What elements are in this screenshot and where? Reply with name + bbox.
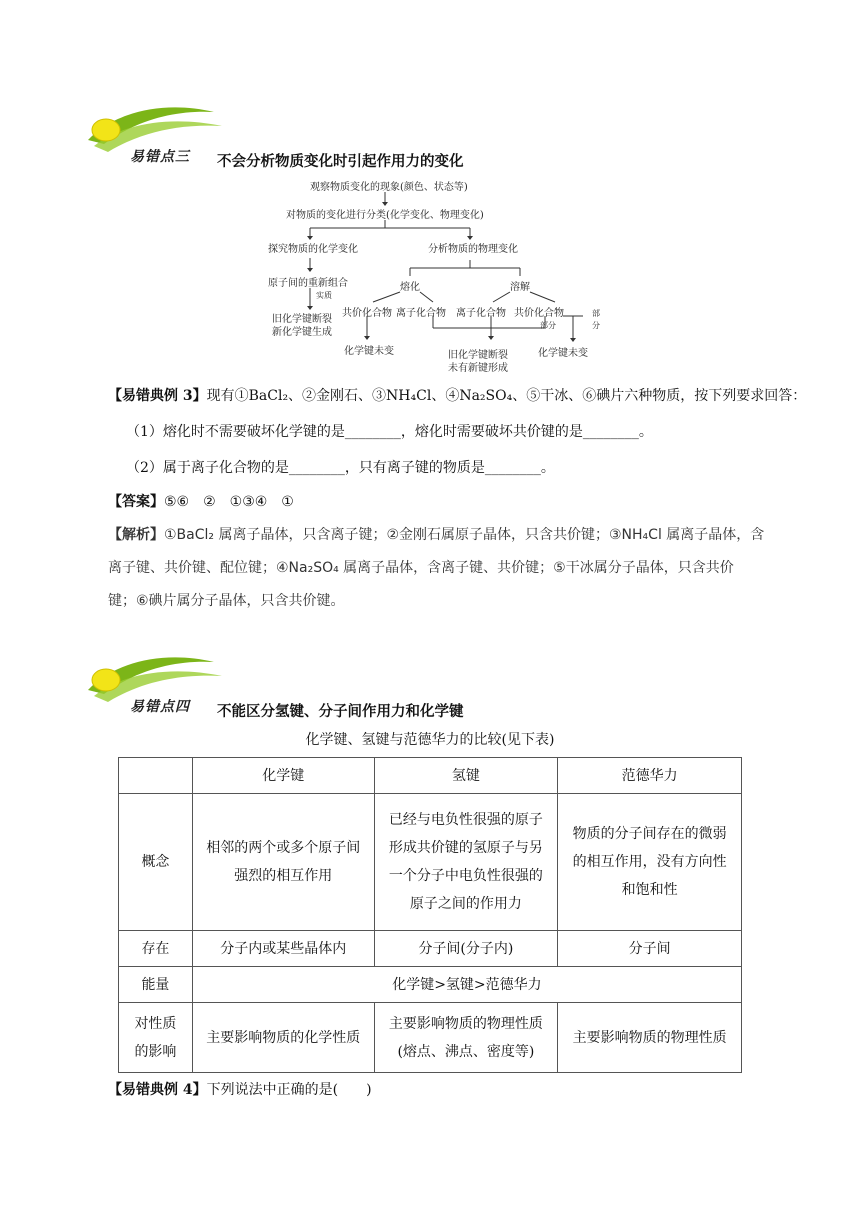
example4-tag: 【易错典例 4】	[108, 1082, 207, 1098]
analysis-text-1: ①BaCl₂ 属离子晶体，只含离子键；②金刚石属原子晶体，只含共价键；③NH₄Cl 属离子晶体，含	[164, 527, 765, 543]
analysis-line-3: 键；⑥碘片属分子晶体，只含共价键。	[108, 593, 345, 609]
flow-node-covalent-1: 共价化合物	[342, 308, 392, 319]
concept-chemical	[192, 794, 374, 931]
flow-node-part-b: 分	[592, 321, 600, 330]
effect-chemical: 主要影响物质的化学性质	[192, 1003, 374, 1073]
flow-node-unchanged-1: 化学键未变	[344, 346, 394, 357]
concept-vdw-l3: 和饱和性	[621, 882, 678, 898]
header-empty	[119, 758, 193, 794]
effect-vdw: 主要影响物质的物理性质	[558, 1003, 742, 1073]
analysis-line-2: 离子键、共价键、配位键；④Na₂SO₄ 属离子晶体，含离子键、共价键；⑤干冰属分子晶体，只含共价	[108, 560, 734, 576]
example3-text: 现有①BaCl₂、②金刚石、③NH₄Cl、④Na₂SO₄、⑤干冰、⑥碘片六种物质，按下列要求回答：	[206, 388, 807, 404]
flow-node-part-a: 部	[592, 309, 600, 318]
header-van-der-waals: 范德华力	[558, 758, 742, 794]
answer-line	[108, 492, 294, 512]
table-row-energy	[119, 967, 742, 1003]
table-row-exist	[119, 931, 742, 967]
header-hydrogen-bond: 氢键	[374, 758, 558, 794]
effect-label	[119, 1003, 193, 1073]
concept-vdw-l1: 物质的分子间存在的微弱	[572, 826, 727, 842]
concept-hydrogen	[374, 794, 558, 931]
concept-hydrogen-l2: 形成共价键的氢原子与另	[388, 840, 543, 856]
effect-hydrogen-l2: (熔点、沸点、密度等)	[397, 1043, 535, 1060]
example3-line	[108, 386, 806, 406]
example3-tag: 【易错典例 3】	[108, 388, 207, 404]
exist-chemical: 分子内或某些晶体内	[192, 931, 374, 967]
section3-title: 不会分析物质变化时引起作用力的变化	[217, 154, 464, 170]
exist-vdw: 分子间	[558, 931, 742, 967]
section4-title: 不能区分氢键、分子间作用力和化学键	[217, 704, 464, 720]
analysis-line-1	[108, 525, 764, 545]
concept-label: 概念	[119, 794, 193, 931]
flowchart-lines	[255, 170, 605, 370]
flow-node-new-form: 新化学键生成	[272, 327, 332, 338]
energy-label: 能量	[119, 967, 193, 1003]
flow-node-classify: 对物质的变化进行分类(化学变化、物理变化)	[286, 210, 484, 221]
flow-node-no-new: 未有新键形成	[448, 363, 508, 374]
table-header-row	[119, 758, 742, 794]
example3-q1: （1）熔化时不需要破坏化学键的是________，熔化时需要破坏共价键的是________。	[126, 424, 653, 440]
flow-node-part: 部分	[540, 321, 556, 330]
effect-hydrogen	[374, 1003, 558, 1073]
example4-line	[108, 1080, 372, 1100]
example3-q2: （2）属于离子化合物的是________，只有离子键的物质是________。	[126, 460, 555, 476]
energy-value: 化学键>氢键>范德华力	[192, 967, 741, 1003]
analysis-tag: 【解析】	[108, 527, 164, 543]
concept-chemical-l2: 强烈的相互作用	[234, 868, 333, 884]
exist-label: 存在	[119, 931, 193, 967]
flow-node-unchanged-2: 化学键未变	[538, 348, 588, 359]
flow-node-ionic-1: 离子化合物	[396, 308, 446, 319]
concept-vdw-l2: 的相互作用，没有方向性	[572, 854, 727, 870]
concept-hydrogen-l4: 原子之间的作用力	[409, 896, 522, 912]
flow-node-recombine: 原子间的重新组合	[268, 278, 348, 289]
table-row-concept	[119, 794, 742, 931]
flow-node-observe: 观察物质变化的现象(颜色、状态等)	[310, 182, 468, 193]
flow-node-chem-change: 探究物质的化学变化	[268, 244, 358, 255]
flow-node-essence-note: 实质	[316, 291, 332, 300]
concept-chemical-l1: 相邻的两个或多个原子间	[206, 840, 361, 856]
flow-node-melt: 熔化	[400, 282, 420, 293]
table-row-effect	[119, 1003, 742, 1073]
example4-text: 下列说法中正确的是( )	[206, 1082, 372, 1098]
exist-hydrogen: 分子间(分子内)	[374, 931, 558, 967]
flow-node-covalent-2: 共价化合物	[514, 308, 564, 319]
answer-text: ⑤⑥ ② ①③④ ①	[164, 494, 294, 510]
effect-label-l2: 的影响	[134, 1043, 177, 1060]
effect-label-l1: 对性质	[134, 1015, 177, 1032]
effect-hydrogen-l1: 主要影响物质的物理性质	[388, 1015, 543, 1032]
flow-node-dissolve: 溶解	[510, 282, 530, 293]
section4-logo-text: 易错点四	[130, 699, 190, 715]
flow-node-phys-change: 分析物质的物理变化	[428, 244, 518, 255]
flow-node-old-break: 旧化学键断裂	[272, 314, 332, 325]
comparison-table	[118, 757, 742, 1073]
section3-logo-text: 易错点三	[130, 149, 190, 165]
concept-vdw	[558, 794, 742, 931]
header-chemical-bond: 化学键	[192, 758, 374, 794]
concept-hydrogen-l1: 已经与电负性很强的原子	[388, 812, 543, 828]
answer-tag: 【答案】	[108, 494, 164, 510]
table-caption: 化学键、氢键与范德华力的比较(见下表)	[305, 732, 555, 748]
flow-node-ionic-2: 离子化合物	[456, 308, 506, 319]
concept-hydrogen-l3: 一个分子中电负性很强的	[388, 868, 543, 884]
flow-node-old-break-2: 旧化学键断裂	[448, 350, 508, 361]
